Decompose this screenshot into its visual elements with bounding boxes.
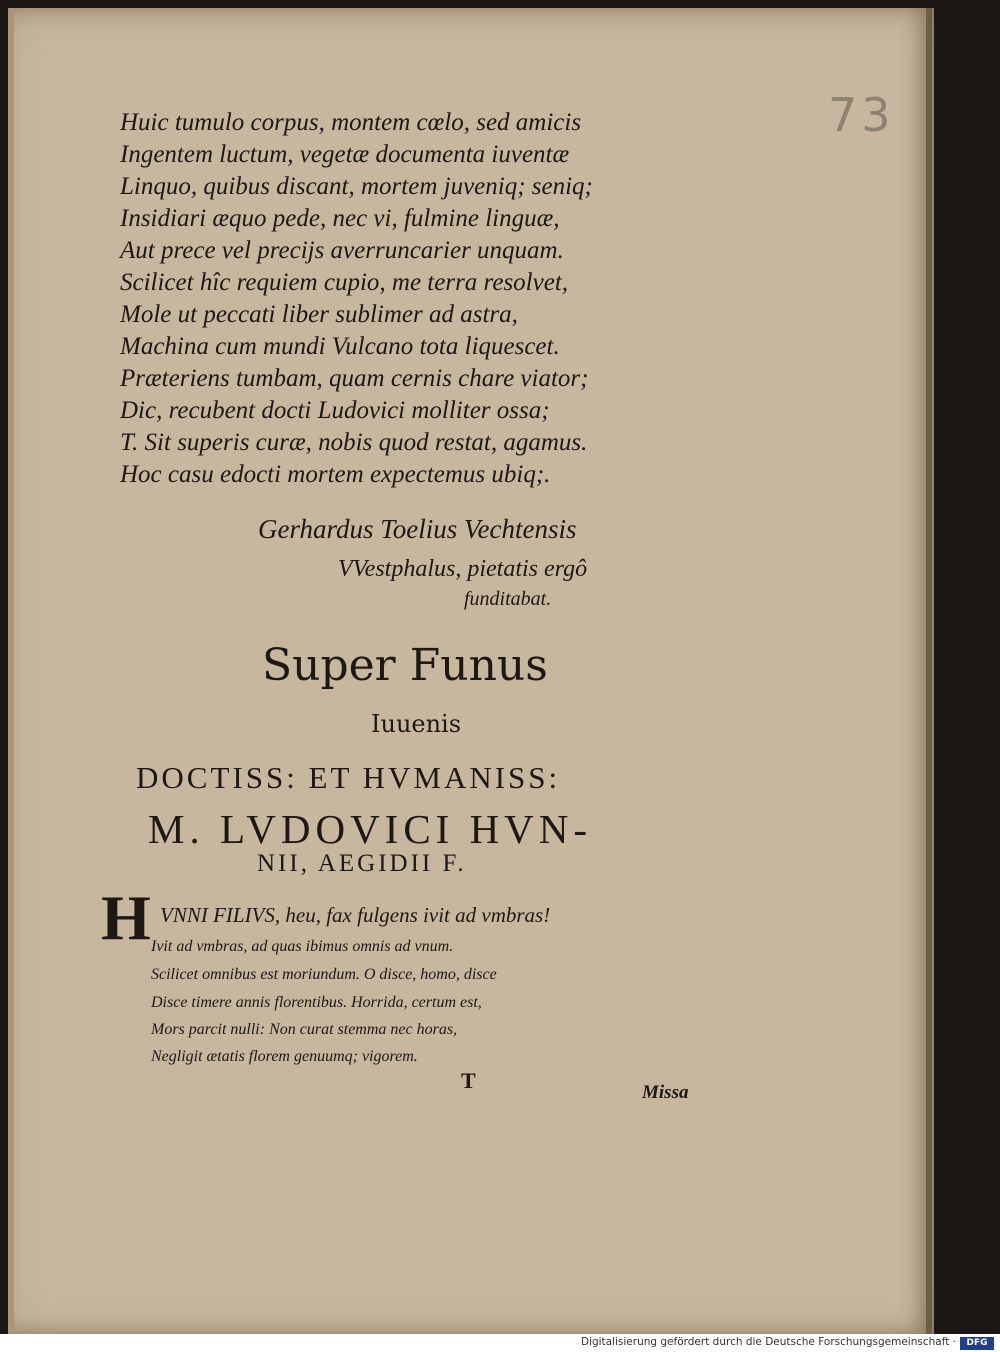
heading-caps-line: NII, AEGIDII F. [257, 850, 467, 877]
dfg-logo-icon: DFG [960, 1337, 994, 1350]
poem-line: Ingentem luctum, vegetæ documenta iuventæ [120, 141, 570, 168]
poem-line: Huic tumulo corpus, montem cœlo, sed amicis [120, 109, 582, 136]
verse-line: Scilicet omnibus est moriundum. O disce, homo, disce [151, 966, 497, 983]
footer-credit: Digitalisierung gefördert durch die Deutsche Forschungsgemeinschaft · [580, 1336, 956, 1348]
heading-caps-line: M. LVDOVICI HVN- [148, 806, 593, 852]
poem-line: Dic, recubent docti Ludovici molliter ossa; [120, 397, 550, 424]
document-page [8, 8, 934, 1334]
verse-line: Ivit ad vmbras, ad quas ibimus omnis ad vnum. [151, 938, 454, 955]
catchword: Missa [642, 1082, 689, 1103]
folio-number: 73 [828, 88, 895, 142]
page-right-edge [926, 8, 932, 1334]
poem-line: Aut prece vel precijs averruncarier unquam. [120, 237, 564, 264]
heading-title: Super Funus [262, 640, 548, 691]
page-left-edge [8, 8, 14, 1334]
poem-line: Machina cum mundi Vulcano tota liquescet. [120, 333, 560, 360]
heading-subtitle: Iuuenis [371, 710, 462, 738]
heading-caps-line: DOCTISS: ET HVMANISS: [136, 760, 561, 795]
poem-line: T. Sit superis curæ, nobis quod restat, agamus. [120, 429, 588, 456]
poem-line: Præteriens tumbam, quam cernis chare viator; [120, 365, 589, 392]
signature-line: Gerhardus Toelius Vechtensis [258, 514, 577, 544]
verse-line: Disce timere annis florentibus. Horrida, certum est, [151, 994, 482, 1011]
poem-line: Hoc casu edocti mortem expectemus ubiq;. [120, 461, 551, 488]
signature-line: funditabat. [464, 588, 552, 610]
poem-line: Insidiari æquo pede, nec vi, fulmine linguæ, [120, 205, 560, 232]
poem-line: Mole ut peccati liber sublimer ad astra, [120, 301, 518, 328]
verse-line: Negligit ætatis florem genuumq; vigorem. [151, 1048, 418, 1065]
verse-line: VNNI FILIVS, heu, fax fulgens ivit ad vmbras! [160, 903, 551, 927]
signature-line: VVestphalus, pietatis ergô [338, 556, 588, 582]
poem-line: Scilicet hîc requiem cupio, me terra resolvet, [120, 269, 569, 296]
poem-line: Linquo, quibus discant, mortem juveniq; seniq; [120, 173, 593, 200]
verse-line: Mors parcit nulli: Non curat stemma nec horas, [151, 1021, 458, 1038]
drop-cap: H [101, 882, 151, 953]
signature-mark: T [461, 1068, 476, 1093]
